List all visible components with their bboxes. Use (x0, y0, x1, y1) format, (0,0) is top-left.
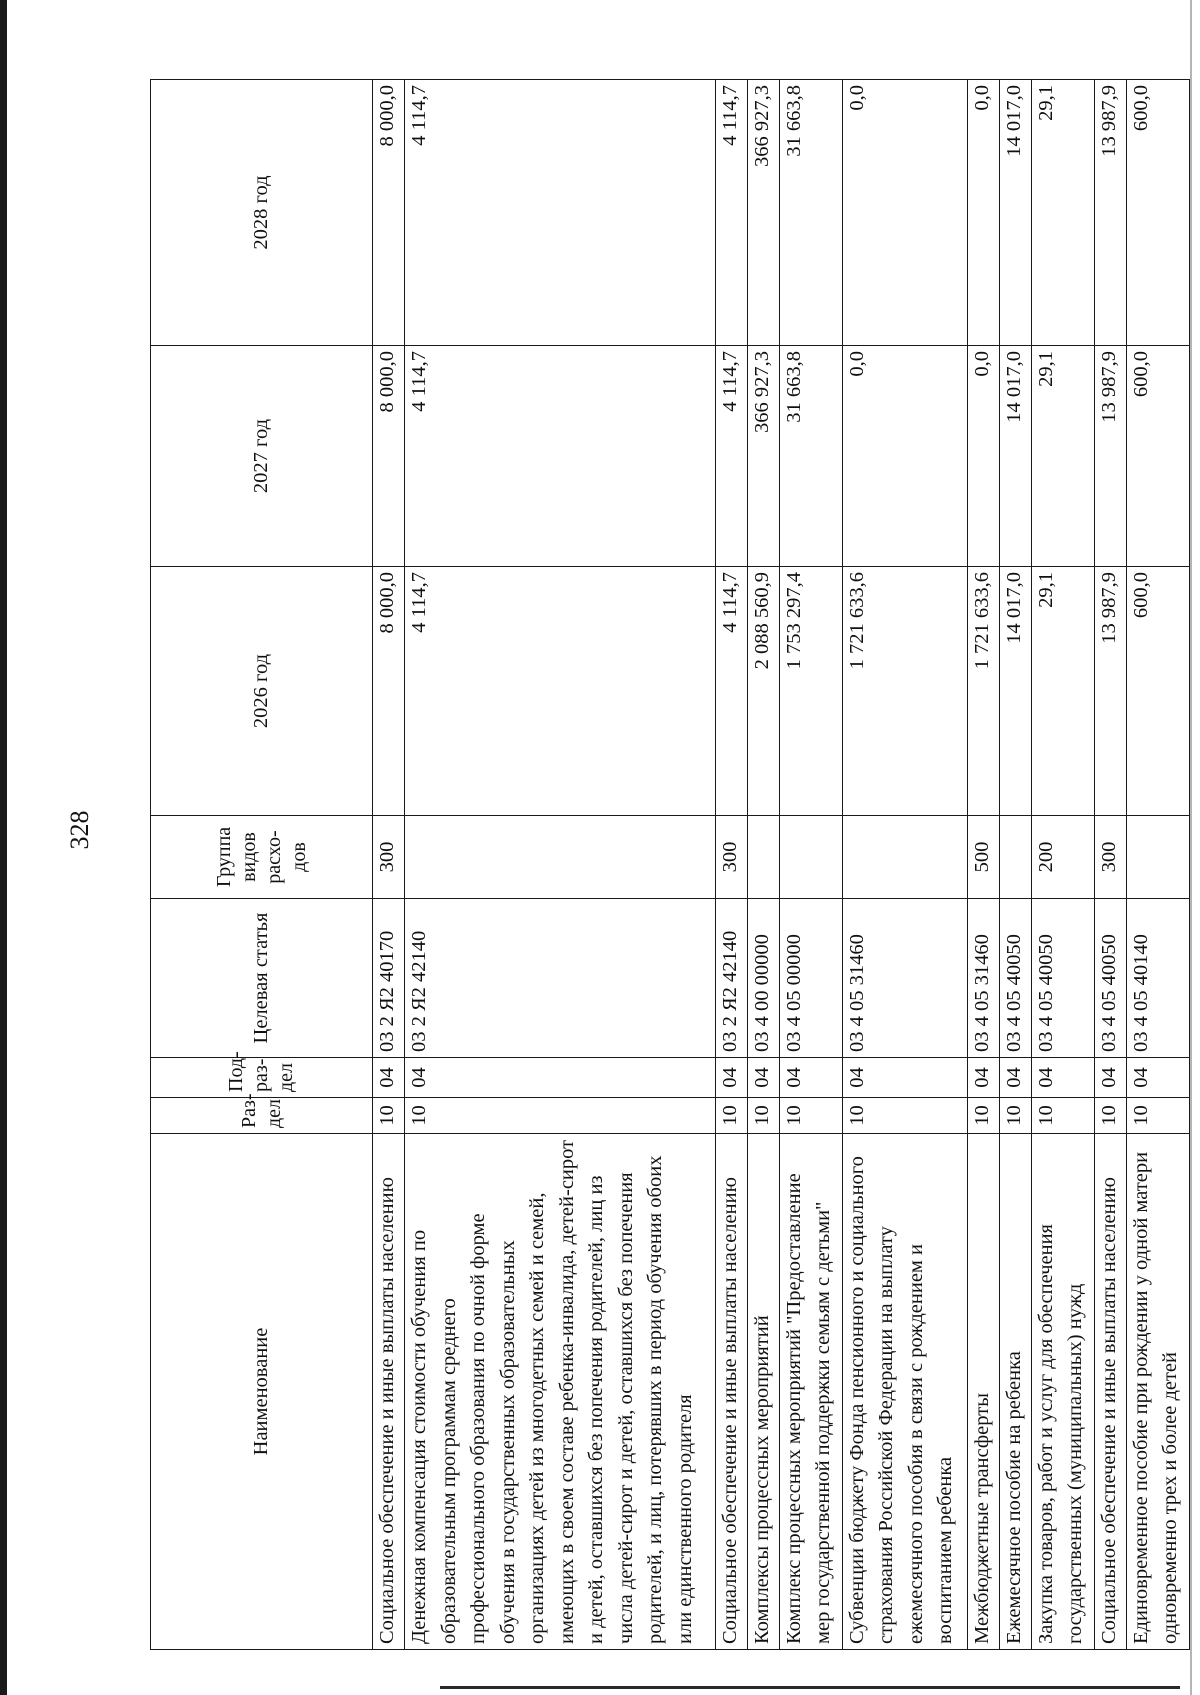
row-section-cell: 10 (715, 1098, 747, 1134)
table-row (842, 80, 967, 1650)
budget-table (150, 79, 1190, 1650)
row-amount-2028-cell: 31 663,8 (779, 80, 842, 346)
row-target-item-cell: 03 2 Я2 40170 (373, 899, 405, 1058)
row-expense-group-cell: 300 (373, 816, 405, 899)
row-expense-group-cell: 300 (1094, 816, 1126, 899)
row-target-item-cell: 03 2 Я2 42140 (405, 899, 716, 1058)
row-subsection-cell: 04 (405, 1058, 716, 1098)
row-amount-2028-cell: 4 114,7 (405, 80, 716, 346)
row-expense-group-cell (1126, 816, 1189, 899)
row-amount-2026-cell: 1 721 633,6 (842, 567, 967, 816)
row-name-cell: Социальное обеспечение и иные выплаты населению (1094, 1134, 1126, 1650)
row-amount-2027-cell: 31 663,8 (779, 346, 842, 567)
table-header (151, 80, 373, 1650)
rotated-table-container (150, 80, 1190, 1650)
row-amount-2026-cell: 14 017,0 (999, 567, 1031, 816)
row-amount-2027-cell: 4 114,7 (405, 346, 716, 567)
row-amount-2027-cell: 366 927,3 (747, 346, 779, 567)
table-row (747, 80, 779, 1650)
row-amount-2028-cell: 0,0 (842, 80, 967, 346)
row-amount-2027-cell: 14 017,0 (999, 346, 1031, 567)
header-year-2028: 2028 год (151, 80, 373, 346)
table-row (999, 80, 1031, 1650)
header-year-2026: 2026 год (151, 567, 373, 816)
row-amount-2027-cell: 13 987,9 (1094, 346, 1126, 567)
row-amount-2028-cell: 8 000,0 (373, 80, 405, 346)
table-row (405, 80, 716, 1650)
row-section-cell: 10 (842, 1098, 967, 1134)
header-row (151, 80, 373, 1650)
row-amount-2027-cell: 8 000,0 (373, 346, 405, 567)
page-number: 328 (65, 810, 94, 850)
row-amount-2026-cell: 2 088 560,9 (747, 567, 779, 816)
row-subsection-cell: 04 (1031, 1058, 1094, 1098)
row-name-cell: Социальное обеспечение и иные выплаты населению (715, 1134, 747, 1650)
row-subsection-cell: 04 (1094, 1058, 1126, 1098)
row-name-cell: Комплекс процессных мероприятий "Предоставление мер государственной поддержки семьям с детьми" (779, 1134, 842, 1650)
row-section-cell: 10 (779, 1098, 842, 1134)
header-year-2027: 2027 год (151, 346, 373, 567)
table-row (1126, 80, 1189, 1650)
row-amount-2028-cell: 29,1 (1031, 80, 1094, 346)
row-amount-2026-cell: 1 721 633,6 (967, 567, 999, 816)
row-expense-group-cell (779, 816, 842, 899)
row-expense-group-cell: 300 (715, 816, 747, 899)
row-expense-group-cell: 500 (967, 816, 999, 899)
row-name-cell: Комплексы процессных мероприятий (747, 1134, 779, 1650)
row-section-cell: 10 (999, 1098, 1031, 1134)
table-body (373, 80, 1190, 1650)
row-section-cell: 10 (405, 1098, 716, 1134)
row-expense-group-cell (842, 816, 967, 899)
row-amount-2026-cell: 1 753 297,4 (779, 567, 842, 816)
row-amount-2027-cell: 4 114,7 (715, 346, 747, 567)
row-amount-2027-cell: 600,0 (1126, 346, 1189, 567)
row-section-cell: 10 (373, 1098, 405, 1134)
row-section-cell: 10 (967, 1098, 999, 1134)
row-name-cell: Денежная компенсация стоимости обучения по образовательным программам среднего профессионального образования по очной форме обучения в государственных образовательных организациях детей из многодетных семей и семей, имеющих в своем составе ребенка-инвалида, детей-сирот и детей, оставшихся без попечения родителей, лиц из числа детей-сирот и детей, оставшихся без попечения родителей, и лиц, потерявших в период обучения обоих или единственного родителя (405, 1134, 716, 1650)
row-target-item-cell: 03 4 05 40140 (1126, 899, 1189, 1058)
table-row (715, 80, 747, 1650)
row-subsection-cell: 04 (747, 1058, 779, 1098)
row-subsection-cell: 04 (715, 1058, 747, 1098)
header-name: Наименование (151, 1134, 373, 1650)
row-target-item-cell: 03 4 05 40050 (1031, 899, 1094, 1058)
row-subsection-cell: 04 (1126, 1058, 1189, 1098)
row-amount-2027-cell: 29,1 (1031, 346, 1094, 567)
table-row (779, 80, 842, 1650)
row-amount-2028-cell: 600,0 (1126, 80, 1189, 346)
row-subsection-cell: 04 (842, 1058, 967, 1098)
row-subsection-cell: 04 (999, 1058, 1031, 1098)
row-amount-2026-cell: 4 114,7 (715, 567, 747, 816)
row-target-item-cell: 03 4 05 40050 (1094, 899, 1126, 1058)
row-expense-group-cell (747, 816, 779, 899)
row-name-cell: Межбюджетные трансферты (967, 1134, 999, 1650)
row-amount-2028-cell: 14 017,0 (999, 80, 1031, 346)
header-target-item: Целевая статья (151, 899, 373, 1058)
row-name-cell: Ежемесячное пособие на ребенка (999, 1134, 1031, 1650)
row-target-item-cell: 03 2 Я2 42140 (715, 899, 747, 1058)
row-subsection-cell: 04 (373, 1058, 405, 1098)
table-row (1094, 80, 1126, 1650)
row-section-cell: 10 (747, 1098, 779, 1134)
row-subsection-cell: 04 (967, 1058, 999, 1098)
row-name-cell: Субвенции бюджету Фонда пенсионного и социального страхования Российской Федерации на выплату ежемесячного пособия в связи с рождением и воспитанием ребенка (842, 1134, 967, 1650)
row-amount-2028-cell: 4 114,7 (715, 80, 747, 346)
row-target-item-cell: 03 4 05 00000 (779, 899, 842, 1058)
row-name-cell: Закупка товаров, работ и услуг для обеспечения государственных (муниципальных) нужд (1031, 1134, 1094, 1650)
row-expense-group-cell: 200 (1031, 816, 1094, 899)
row-expense-group-cell (405, 816, 716, 899)
table-row (1031, 80, 1094, 1650)
bottom-scan-rule (440, 1686, 1180, 1689)
row-amount-2026-cell: 13 987,9 (1094, 567, 1126, 816)
row-target-item-cell: 03 4 05 31460 (842, 899, 967, 1058)
left-page-edge (0, 0, 7, 1695)
row-amount-2026-cell: 600,0 (1126, 567, 1189, 816)
header-expense-group: Группа видов расхо-дов (151, 816, 373, 899)
row-amount-2028-cell: 366 927,3 (747, 80, 779, 346)
row-name-cell: Единовременное пособие при рождении у одной матери одновременно трех и более детей (1126, 1134, 1189, 1650)
header-section: Раз-дел (151, 1098, 373, 1134)
row-amount-2028-cell: 0,0 (967, 80, 999, 346)
row-amount-2026-cell: 29,1 (1031, 567, 1094, 816)
row-target-item-cell: 03 4 00 00000 (747, 899, 779, 1058)
row-target-item-cell: 03 4 05 31460 (967, 899, 999, 1058)
row-amount-2027-cell: 0,0 (842, 346, 967, 567)
row-name-cell: Социальное обеспечение и иные выплаты населению (373, 1134, 405, 1650)
row-subsection-cell: 04 (779, 1058, 842, 1098)
row-target-item-cell: 03 4 05 40050 (999, 899, 1031, 1058)
row-amount-2028-cell: 13 987,9 (1094, 80, 1126, 346)
row-section-cell: 10 (1126, 1098, 1189, 1134)
row-section-cell: 10 (1031, 1098, 1094, 1134)
right-page-edge (1190, 0, 1192, 1695)
table-row (373, 80, 405, 1650)
row-amount-2026-cell: 4 114,7 (405, 567, 716, 816)
header-subsection: Под-раз-дел (151, 1058, 373, 1098)
row-expense-group-cell (999, 816, 1031, 899)
row-amount-2026-cell: 8 000,0 (373, 567, 405, 816)
row-amount-2027-cell: 0,0 (967, 346, 999, 567)
row-section-cell: 10 (1094, 1098, 1126, 1134)
table-row (967, 80, 999, 1650)
